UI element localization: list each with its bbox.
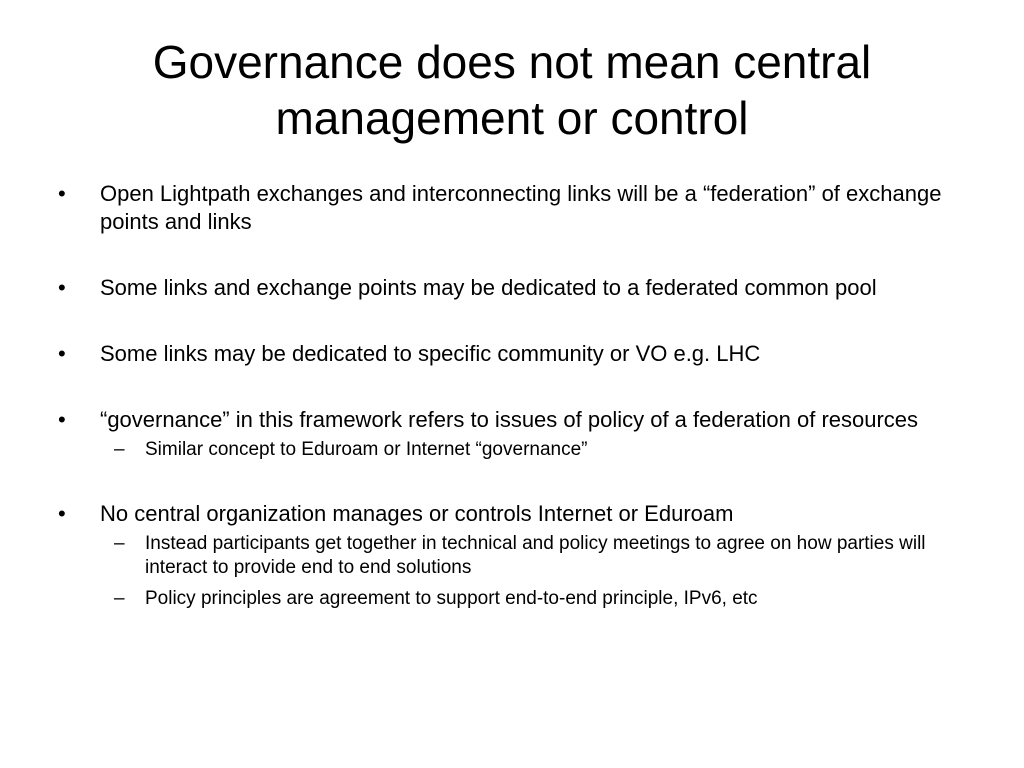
- bullet-text: Open Lightpath exchanges and interconnecting links will be a “federation” of exchange points and links: [100, 181, 942, 234]
- sub-bullet-text: Similar concept to Eduroam or Internet “governance”: [145, 439, 588, 460]
- sub-bullet-item: [100, 587, 968, 611]
- sub-bullet-list: [100, 438, 968, 462]
- sub-bullet-list: [100, 532, 968, 611]
- sub-bullet-marker: –: [114, 533, 125, 554]
- bullet-marker: •: [58, 407, 66, 432]
- bullet-marker: •: [58, 341, 66, 366]
- bullet-list: [58, 180, 968, 649]
- bullet-item: [58, 340, 968, 368]
- sub-bullet-text: Policy principles are agreement to support end-to-end principle, IPv6, etc: [145, 588, 758, 609]
- sub-bullet-text: Instead participants get together in technical and policy meetings to agree on how parties will interact to provide end to end solutions: [145, 533, 926, 578]
- bullet-item: [58, 406, 968, 462]
- bullet-marker: •: [58, 181, 66, 206]
- bullet-item: [58, 180, 968, 236]
- bullet-text: “governance” in this framework refers to issues of policy of a federation of resources: [100, 407, 919, 432]
- bullet-text: Some links and exchange points may be dedicated to a federated common pool: [100, 275, 877, 300]
- sub-bullet-marker: –: [114, 588, 125, 609]
- bullet-text: No central organization manages or controls Internet or Eduroam: [100, 501, 734, 526]
- bullet-text: Some links may be dedicated to specific community or VO e.g. LHC: [100, 341, 761, 366]
- bullet-item: [58, 500, 968, 611]
- sub-bullet-item: [100, 532, 968, 580]
- slide-title: Governance does not mean central management or control: [152, 36, 872, 144]
- sub-bullet-item: [100, 438, 968, 462]
- sub-bullet-marker: –: [114, 439, 125, 460]
- bullet-item: [58, 274, 968, 302]
- bullet-marker: •: [58, 501, 66, 526]
- bullet-marker: •: [58, 275, 66, 300]
